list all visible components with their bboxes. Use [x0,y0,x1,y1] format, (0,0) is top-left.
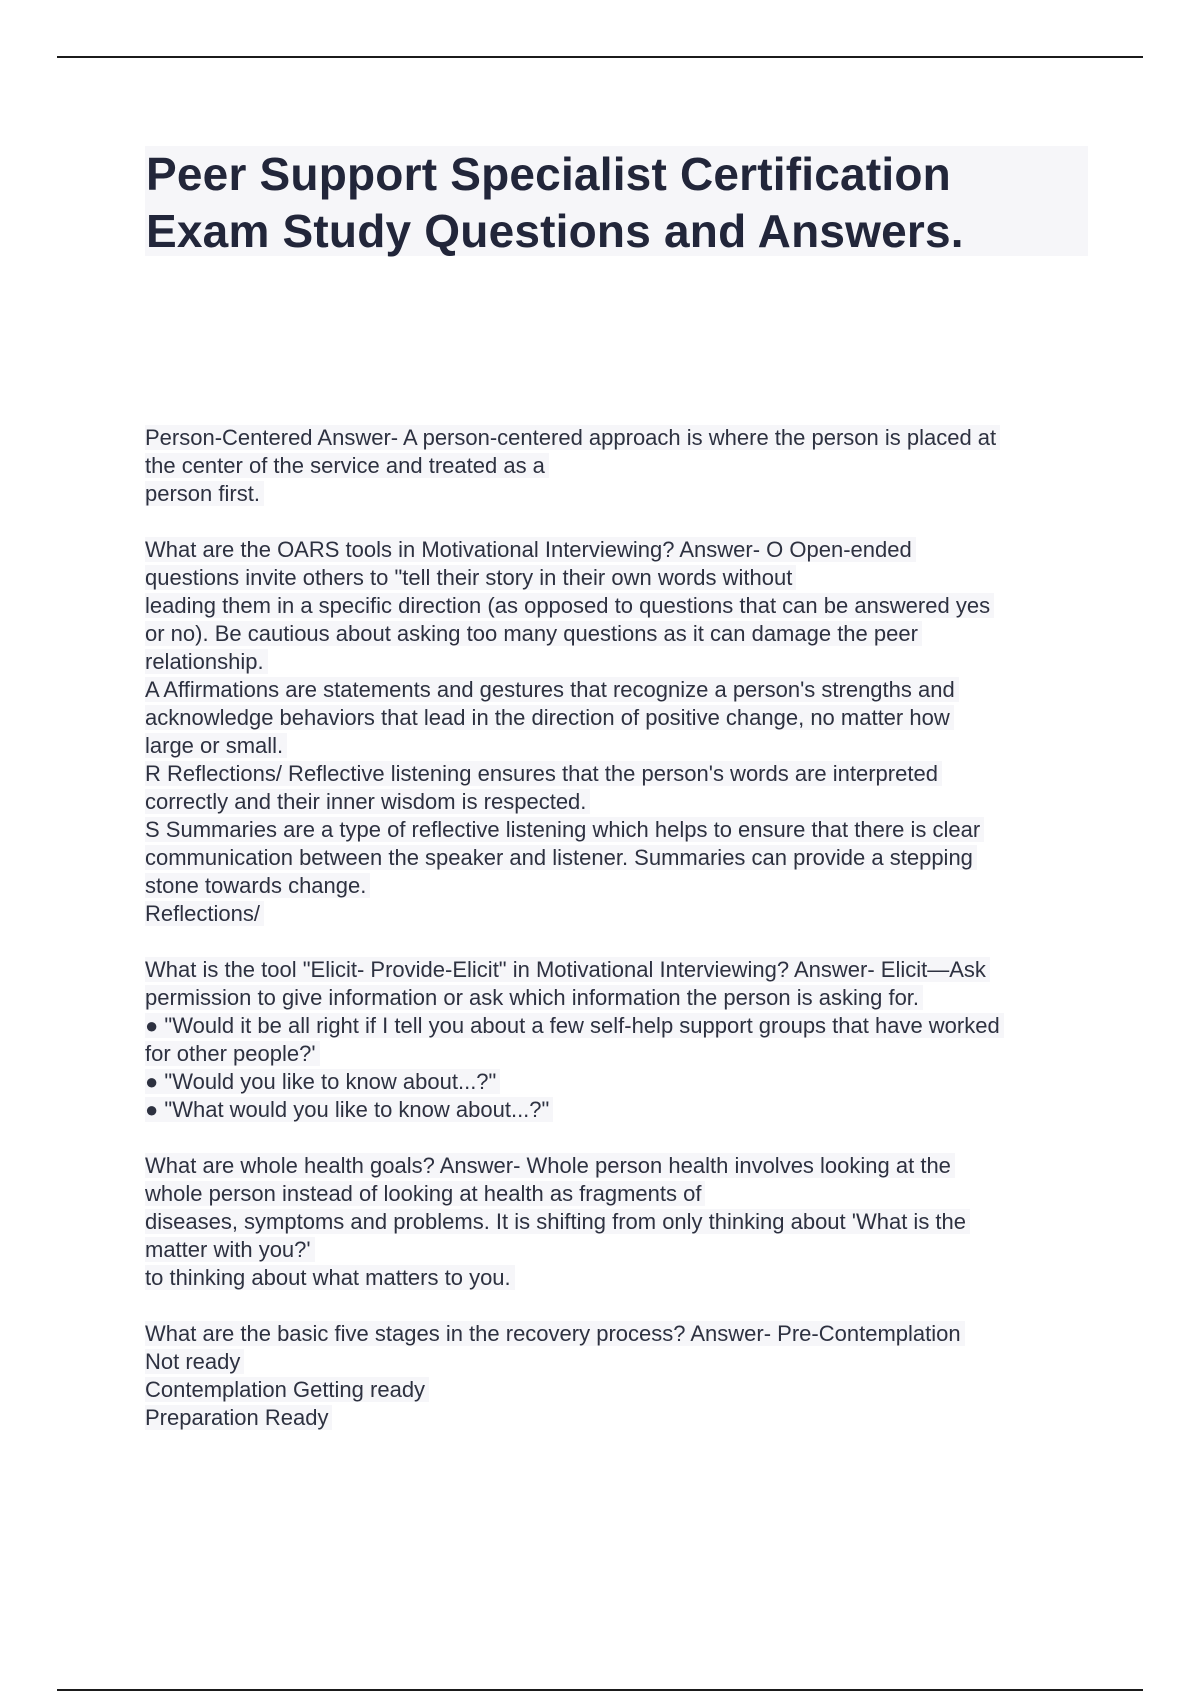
title-line-2: Exam Study Questions and Answers. [146,205,964,257]
bullet-line: ● "Would it be all right if I tell you about a few self-help support groups that have worked [145,1012,1105,1040]
text-line: correctly and their inner wisdom is respected. [145,788,1105,816]
text-line: What is the tool "Elicit- Provide-Elicit" in Motivational Interviewing? Answer- Elicit—Ask [145,956,1105,984]
text-line: Person-Centered Answer- A person-centered approach is where the person is placed at [145,424,1105,452]
qa-person-centered [145,424,1105,508]
bullet-line: ● "Would you like to know about...?" [145,1068,1105,1096]
text-line: What are the basic five stages in the recovery process? Answer- Pre-Contemplation [145,1320,1105,1348]
text-line: the center of the service and treated as a [145,452,1105,480]
text-line: What are the OARS tools in Motivational Interviewing? Answer- O Open-ended [145,536,1105,564]
text-line: matter with you?' [145,1236,1105,1264]
text-line: Reflections/ [145,900,1105,928]
title-line-1: Peer Support Specialist Certification [146,148,951,200]
text-line: diseases, symptoms and problems. It is shifting from only thinking about 'What is the [145,1208,1105,1236]
text-line: to thinking about what matters to you. [145,1264,1105,1292]
text-line: S Summaries are a type of reflective listening which helps to ensure that there is clear [145,816,1105,844]
text-line: communication between the speaker and listener. Summaries can provide a stepping [145,844,1105,872]
text-line: Contemplation Getting ready [145,1376,1105,1404]
text-line: permission to give information or ask which information the person is asking for. [145,984,1105,1012]
text-line: questions invite others to "tell their story in their own words without [145,564,1105,592]
qa-recovery-stages [145,1320,1105,1432]
document-title [145,146,1088,256]
text-line: stone towards change. [145,872,1105,900]
bullet-line: ● "What would you like to know about...?" [145,1096,1105,1124]
qa-list [145,424,1105,1460]
text-line: relationship. [145,648,1105,676]
text-line: leading them in a specific direction (as opposed to questions that can be answered yes [145,592,1105,620]
text-line: for other people?' [145,1040,1105,1068]
text-line: whole person instead of looking at health as fragments of [145,1180,1105,1208]
top-divider [57,56,1143,58]
text-line: person first. [145,480,1105,508]
text-line: What are whole health goals? Answer- Whole person health involves looking at the [145,1152,1105,1180]
text-line: R Reflections/ Reflective listening ensures that the person's words are interpreted [145,760,1105,788]
text-line: large or small. [145,732,1105,760]
bottom-divider [57,1689,1143,1691]
text-line: Not ready [145,1348,1105,1376]
text-line: A Affirmations are statements and gestures that recognize a person's strengths and [145,676,1105,704]
qa-whole-health-goals [145,1152,1105,1292]
qa-oars-tools [145,536,1105,928]
text-line: or no). Be cautious about asking too many questions as it can damage the peer [145,620,1105,648]
qa-elicit-provide-elicit [145,956,1105,1124]
text-line: acknowledge behaviors that lead in the direction of positive change, no matter how [145,704,1105,732]
text-line: Preparation Ready [145,1404,1105,1432]
